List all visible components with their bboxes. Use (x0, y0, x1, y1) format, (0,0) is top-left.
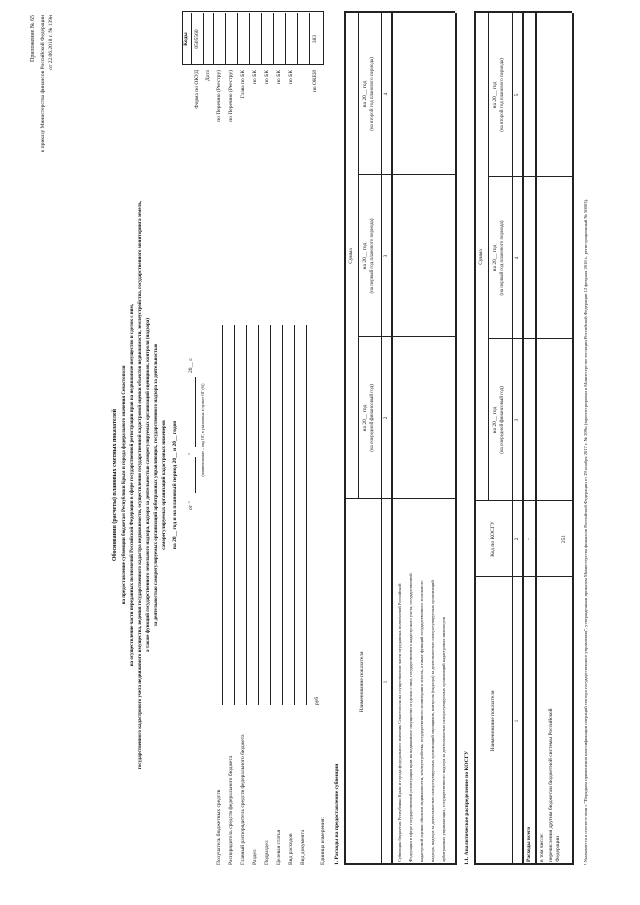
field-recipient-code-label: по Перечню (Реестру) (216, 70, 222, 122)
s11-num-5: 5 (514, 93, 520, 97)
title-line-3: на осуществление части переданных полномочий Российской Федерации в сфере государственной регистрации прав на недвижимое имущество и сделок с ним, (130, 303, 135, 667)
s1-num-4: 4 (383, 92, 389, 96)
s11-transfer-kosgu: 251 (561, 534, 567, 544)
s11-num-3: 3 (514, 418, 520, 422)
appendix-order-line1: к приказу Министерства финансов Российской Федерации (40, 15, 46, 153)
s1-col-y1-sub: (на очередной финансовый год) (370, 384, 375, 452)
s11-col-kosgu: Код по КОСГУ (489, 521, 496, 557)
s11-col-y1: на 20__ год (492, 406, 498, 434)
field-recipient-label: Получатель бюджетных средств (216, 789, 222, 865)
date-label: Дата (205, 70, 211, 81)
field-subsection-label: Подраздел (264, 840, 270, 865)
field-section-code-label: по БК (252, 70, 258, 84)
s1-col-sum: Сумма (347, 248, 354, 264)
field-expense-type-label: Вид расходов (288, 833, 294, 865)
okud-label: Форма по ОКУД (194, 70, 200, 109)
okei-label: по ОКЕИ (312, 70, 318, 93)
field-section-label: Раздел (252, 849, 258, 865)
title-line-2: на предоставление субвенции бюджетам Республики Крым и города федерального значения Севастополя (122, 365, 127, 605)
title-line-4: государственного кадастрового учета недвижимого имущества, ведения государственного кадастра недвижимости, осуществления государственной кадастровой оценки объектов недвижимости, землеустройства, государственного мониторинга земель, (138, 200, 143, 770)
s1-row-text-2: Федерации в сфере государственной регистрации прав на недвижимое имущество и сделок с ним, государственного кадастрового учета, государственной (408, 573, 413, 862)
s1-col-y2: на 20__ год (362, 242, 368, 270)
s1-num-1: 1 (383, 680, 389, 684)
section11-title: 1.1. Аналитическое распределение по КОСГУ (464, 750, 470, 865)
field-target-code-label: по БК (276, 70, 282, 84)
s1-col-name: Наименование показателя (359, 651, 366, 713)
document-title: Обоснования (расчеты) плановых сметных показателей (112, 408, 118, 562)
date-prefix: от " (188, 501, 194, 510)
s1-row-text-5: арбитражных управляющих, государственного надзора за деятельностью саморегулируемых организаций кадастровых инженеров (441, 617, 446, 862)
s11-num-4: 4 (514, 256, 520, 260)
s1-num-2: 2 (383, 416, 389, 420)
unit-value: руб (314, 696, 320, 705)
field-chief-manager-label: Главный распорядитель средств федерального бюджета (240, 734, 246, 865)
s11-col-y2-sub: (на первый год планового периода) (500, 220, 505, 296)
s1-row-text-4: надзора, надзора за деятельностью саморегулируемых организаций оценщиков, контроля (надзора) за деятельностью саморегулируемых организаций (430, 580, 435, 862)
unit-label: Единица измерения: (320, 817, 326, 865)
field-expense-type-code-label: по БК (288, 70, 294, 84)
footnote: ¹ Указывается в соответствии с "Порядком применения классификации операций сектора государственного управления", утвержденным приказом Министерства финансов Российской Федерации от 29 ноября 2017 г. № 209н (зарегистрирован в Министерстве юстиции Российской Федерации 12 февраля 2018 г., регистрационный № 50003). (583, 198, 588, 865)
field-manager-code-label: по Перечню (Реестру) (228, 70, 234, 122)
s11-col-y3: на 20__ год (492, 81, 498, 109)
field-manager-label: Распорядитель средств федерального бюджета (228, 755, 234, 865)
field-doc-type-label: Вид документа (300, 829, 306, 865)
s11-col-y3-sub: (на второй год планового периода) (500, 58, 505, 132)
s11-total-kosgu: - (526, 538, 532, 540)
field-chief-manager-code-label: Глава по БК (240, 70, 246, 99)
s11-num-2: 2 (514, 537, 520, 541)
field-subsection-code-label: по БК (264, 70, 270, 84)
s11-col-y2: на 20__ год (492, 244, 498, 272)
s1-col-y1: на 20__ год (362, 404, 368, 432)
title-line-6: за деятельностью саморегулируемых организаций арбитражных управляющих, государственного надзора за деятельностью (154, 343, 159, 627)
s1-num-3: 3 (383, 254, 389, 258)
s11-total-label: Расходы всего (526, 826, 532, 862)
s1-col-y3-sub: (на второй год планового периода) (370, 57, 375, 131)
s11-transfer-label: перечисления другим бюджетам бюджетной системы Российской Федерации (548, 708, 561, 862)
appendix-number: Приложение № 65 (30, 15, 36, 62)
okud-code: 0505560 (194, 29, 200, 49)
date-year: 20__ г. (188, 357, 194, 373)
appendix-order-line2: от 22.06.2018 г. № 139н (48, 15, 54, 70)
period-line: на 20__ год и на плановый период 20__ и 20__ годов (172, 420, 178, 550)
s11-col-sum: Сумма (477, 249, 484, 265)
s11-col-name: Наименование показателя (489, 690, 496, 752)
s1-col-y2-sub: (на первый год планового периода) (370, 218, 375, 294)
s1-row-text-3: кадастровой оценки объектов недвижимости, землеустройства, государственного мониторинга земель, а также функций государственного земельного (419, 580, 424, 862)
s11-num-1: 1 (514, 719, 520, 723)
okei-code: 383 (312, 34, 318, 44)
s1-col-y3: на 20__ год (362, 80, 368, 108)
section1-title: 1. Расходы на предоставление субвенции (334, 763, 340, 865)
s11-col-y1-sub: (на очередной финансовый год) (500, 386, 505, 454)
codes-title: Коды (183, 32, 189, 46)
date-subcaption: (наименование – вид ОГ, в указанных в пункте ОГ (б)) (200, 383, 205, 477)
field-target-label: Целевая статья (276, 829, 282, 865)
title-line-5: а также функций государственного земельного надзора, надзора за деятельностью саморегулируемых организаций оценщиков, контроля (надзора) (146, 318, 151, 652)
s1-row-text-1: Субвенция бюджетам Республики Крым и города федерального значения Севастополя на осуществление части переданных полномочий Российской (397, 583, 402, 862)
title-line-7: саморегулируемых организаций кадастровых инженеров (162, 420, 167, 550)
s11-incl-label: в том числе: (539, 833, 545, 862)
date-quote: " (188, 452, 194, 455)
